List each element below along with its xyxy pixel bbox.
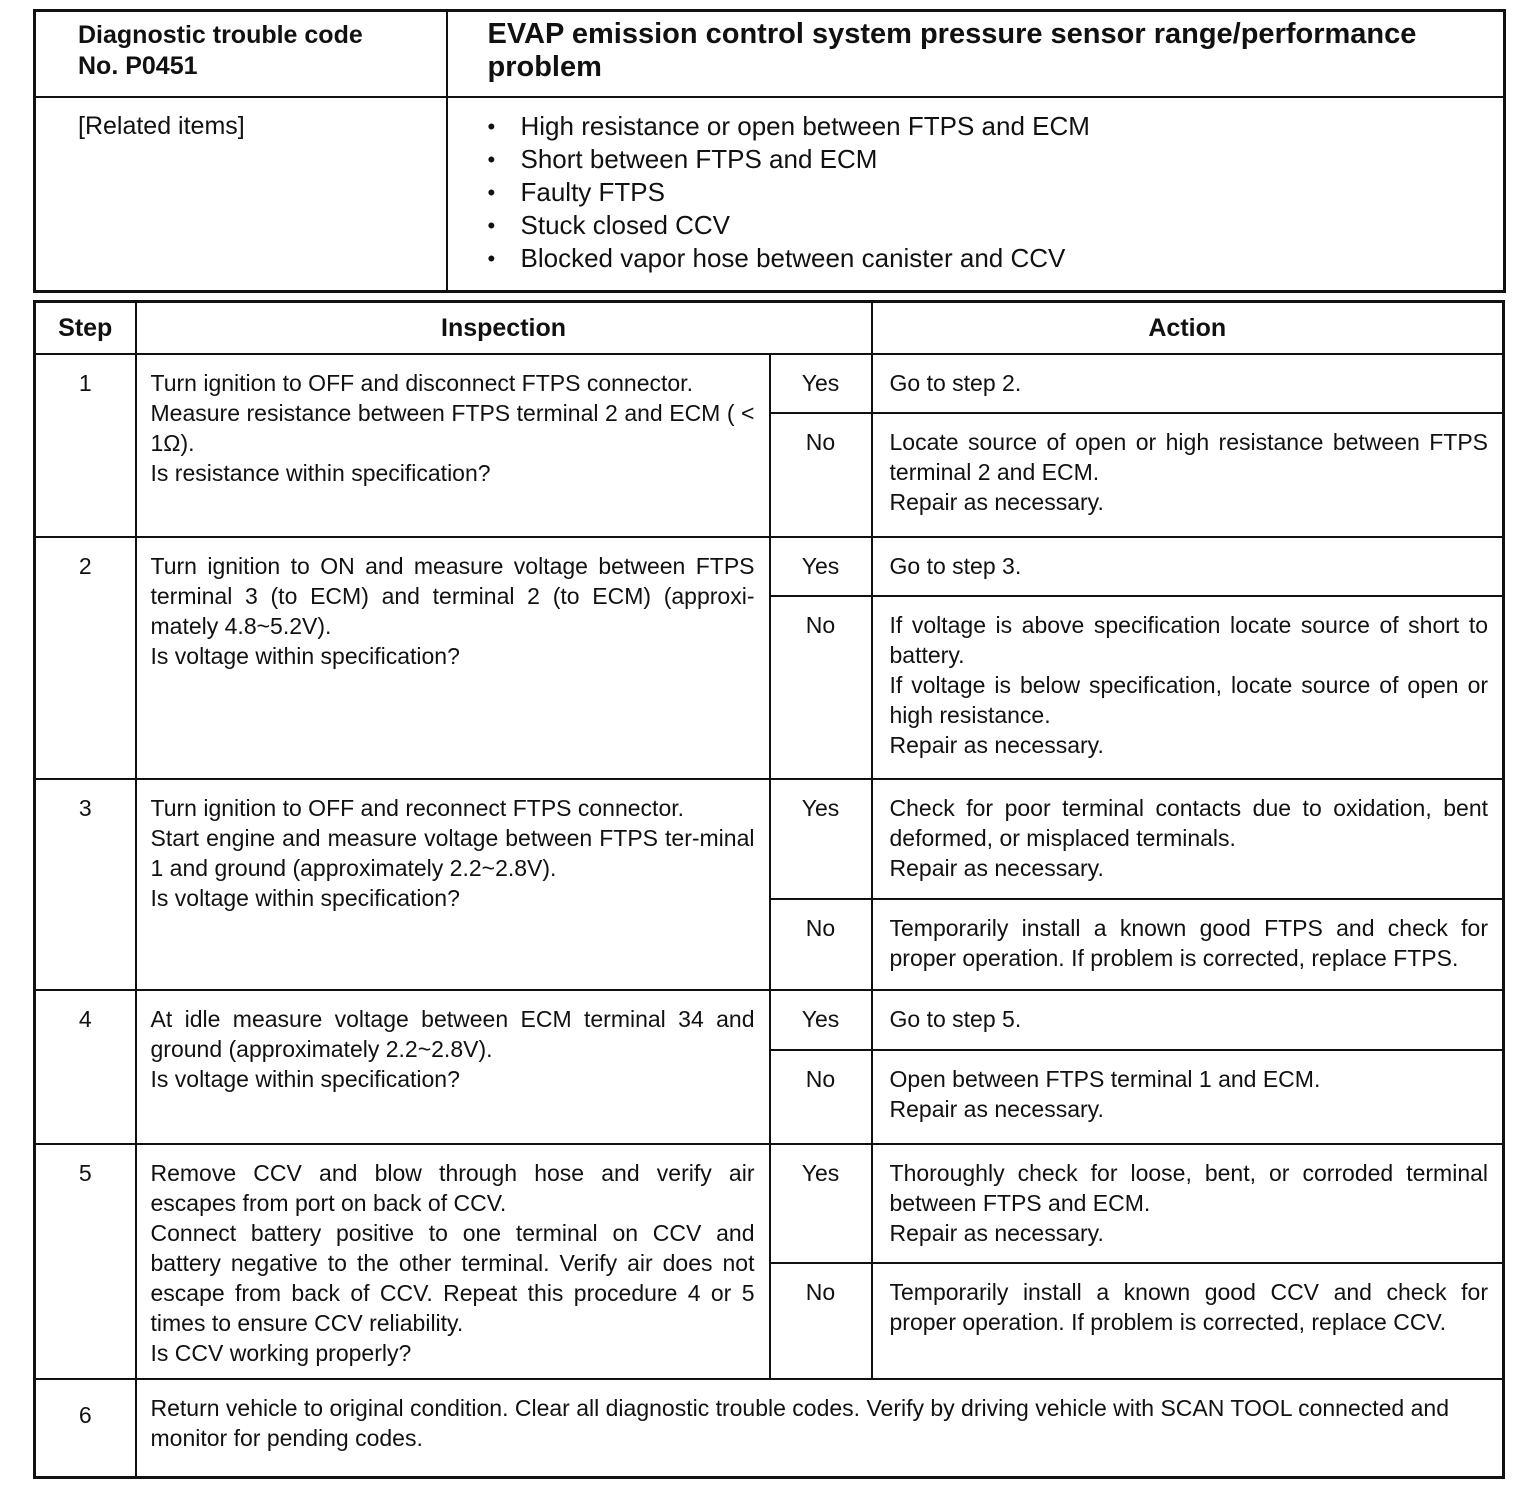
- no-label: No: [770, 899, 872, 990]
- step-inspection: Remove CCV and blow through hose and verify air escapes from port on back of CCV. Connect battery positive to one terminal on CCV and battery negative to the other terminal. Verify air does not escape from back of CCV. Repeat this procedure 4 or 5 times to ensure CCV reliability. Is CCV working properly?: [136, 1144, 770, 1379]
- dtc-title: EVAP emission control system pressure sensor range/performance problem: [447, 11, 1505, 98]
- no-label: No: [770, 1050, 872, 1144]
- table-header-row: [35, 302, 1504, 355]
- yes-action: Check for poor terminal contacts due to oxidation, bent deformed, or misplaced terminals. Repair as necessary.: [872, 779, 1504, 899]
- dtc-code-number: No. P0451: [78, 52, 198, 80]
- related-items-cell: [447, 97, 1505, 292]
- bullet-icon: •: [487, 180, 496, 205]
- related-item: • Faulty FTPS: [487, 177, 665, 207]
- no-action: Locate source of open or high resistance between FTPS terminal 2 and ECM. Repair as necessary.: [872, 413, 1504, 537]
- related-items-label: [Related items]: [35, 97, 447, 292]
- bullet-icon: •: [487, 213, 496, 238]
- step-number: 5: [35, 1144, 136, 1379]
- bullet-icon: •: [487, 114, 496, 139]
- bullet-icon: •: [487, 147, 496, 172]
- table-row: [35, 354, 1504, 413]
- yes-label: Yes: [770, 537, 872, 596]
- related-item: • High resistance or open between FTPS and ECM: [487, 111, 1090, 141]
- yes-label: Yes: [770, 779, 872, 899]
- table-row: [35, 990, 1504, 1050]
- no-action: Open between FTPS terminal 1 and ECM. Repair as necessary.: [872, 1050, 1504, 1144]
- step-inspection: At idle measure voltage between ECM terminal 34 and ground (approximately 2.2~2.8V). Is voltage within specification?: [136, 990, 770, 1144]
- step-inspection: Turn ignition to OFF and disconnect FTPS connector. Measure resistance between FTPS terminal 2 and ECM ( < 1Ω). Is resistance within specification?: [136, 354, 770, 537]
- yes-label: Yes: [770, 1144, 872, 1263]
- dtc-code-label: Diagnostic trouble code: [78, 21, 363, 49]
- yes-label: Yes: [770, 354, 872, 413]
- yes-action: Go to step 2.: [872, 354, 1504, 413]
- final-step-text: Return vehicle to original condition. Clear all diagnostic trouble codes. Verify by driving vehicle with SCAN TOOL connected and monitor for pending codes.: [136, 1379, 1504, 1478]
- no-label: No: [770, 413, 872, 537]
- step-number: 1: [35, 354, 136, 537]
- yes-action: Go to step 3.: [872, 537, 1504, 596]
- no-action: Temporarily install a known good CCV and check for proper operation. If problem is corrected, replace CCV.: [872, 1263, 1504, 1379]
- no-label: No: [770, 1263, 872, 1379]
- bullet-icon: •: [487, 246, 496, 271]
- table-row: [35, 779, 1504, 899]
- no-action: If voltage is above specification locate source of short to battery. If voltage is below specification, locate source of open or high resistance. Repair as necessary.: [872, 596, 1504, 779]
- step-number: 3: [35, 779, 136, 990]
- no-action: Temporarily install a known good FTPS and check for proper operation. If problem is corrected, replace FTPS.: [872, 899, 1504, 990]
- no-label: No: [770, 596, 872, 779]
- related-items-list: [488, 110, 1494, 275]
- table-row: [35, 537, 1504, 596]
- related-item: • Short between FTPS and ECM: [487, 144, 878, 174]
- yes-action: Thoroughly check for loose, bent, or corroded terminal between FTPS and ECM. Repair as necessary.: [872, 1144, 1504, 1263]
- related-item: • Blocked vapor hose between canister and CCV: [487, 243, 1066, 273]
- step-inspection: Turn ignition to OFF and reconnect FTPS connector. Start engine and measure voltage between FTPS ter-minal 1 and ground (approximately 2.2~2.8V). Is voltage within specification?: [136, 779, 770, 990]
- step-number: 2: [35, 537, 136, 779]
- step-number: 4: [35, 990, 136, 1144]
- dtc-header-table: [33, 9, 1506, 293]
- header-step: Step: [35, 302, 136, 355]
- diagnostic-steps-table: [33, 300, 1505, 1479]
- table-row: [35, 1379, 1504, 1478]
- table-row: [35, 1144, 1504, 1263]
- header-inspection: Inspection: [136, 302, 872, 355]
- step-inspection: Turn ignition to ON and measure voltage between FTPS terminal 3 (to ECM) and terminal 2 (to ECM) (approxi-mately 4.8~5.2V). Is voltage within specification?: [136, 537, 770, 779]
- related-item: • Stuck closed CCV: [487, 210, 731, 240]
- header-action: Action: [872, 302, 1504, 355]
- step-number: 6: [35, 1379, 136, 1478]
- yes-label: Yes: [770, 990, 872, 1050]
- dtc-code-cell: [35, 11, 447, 98]
- yes-action: Go to step 5.: [872, 990, 1504, 1050]
